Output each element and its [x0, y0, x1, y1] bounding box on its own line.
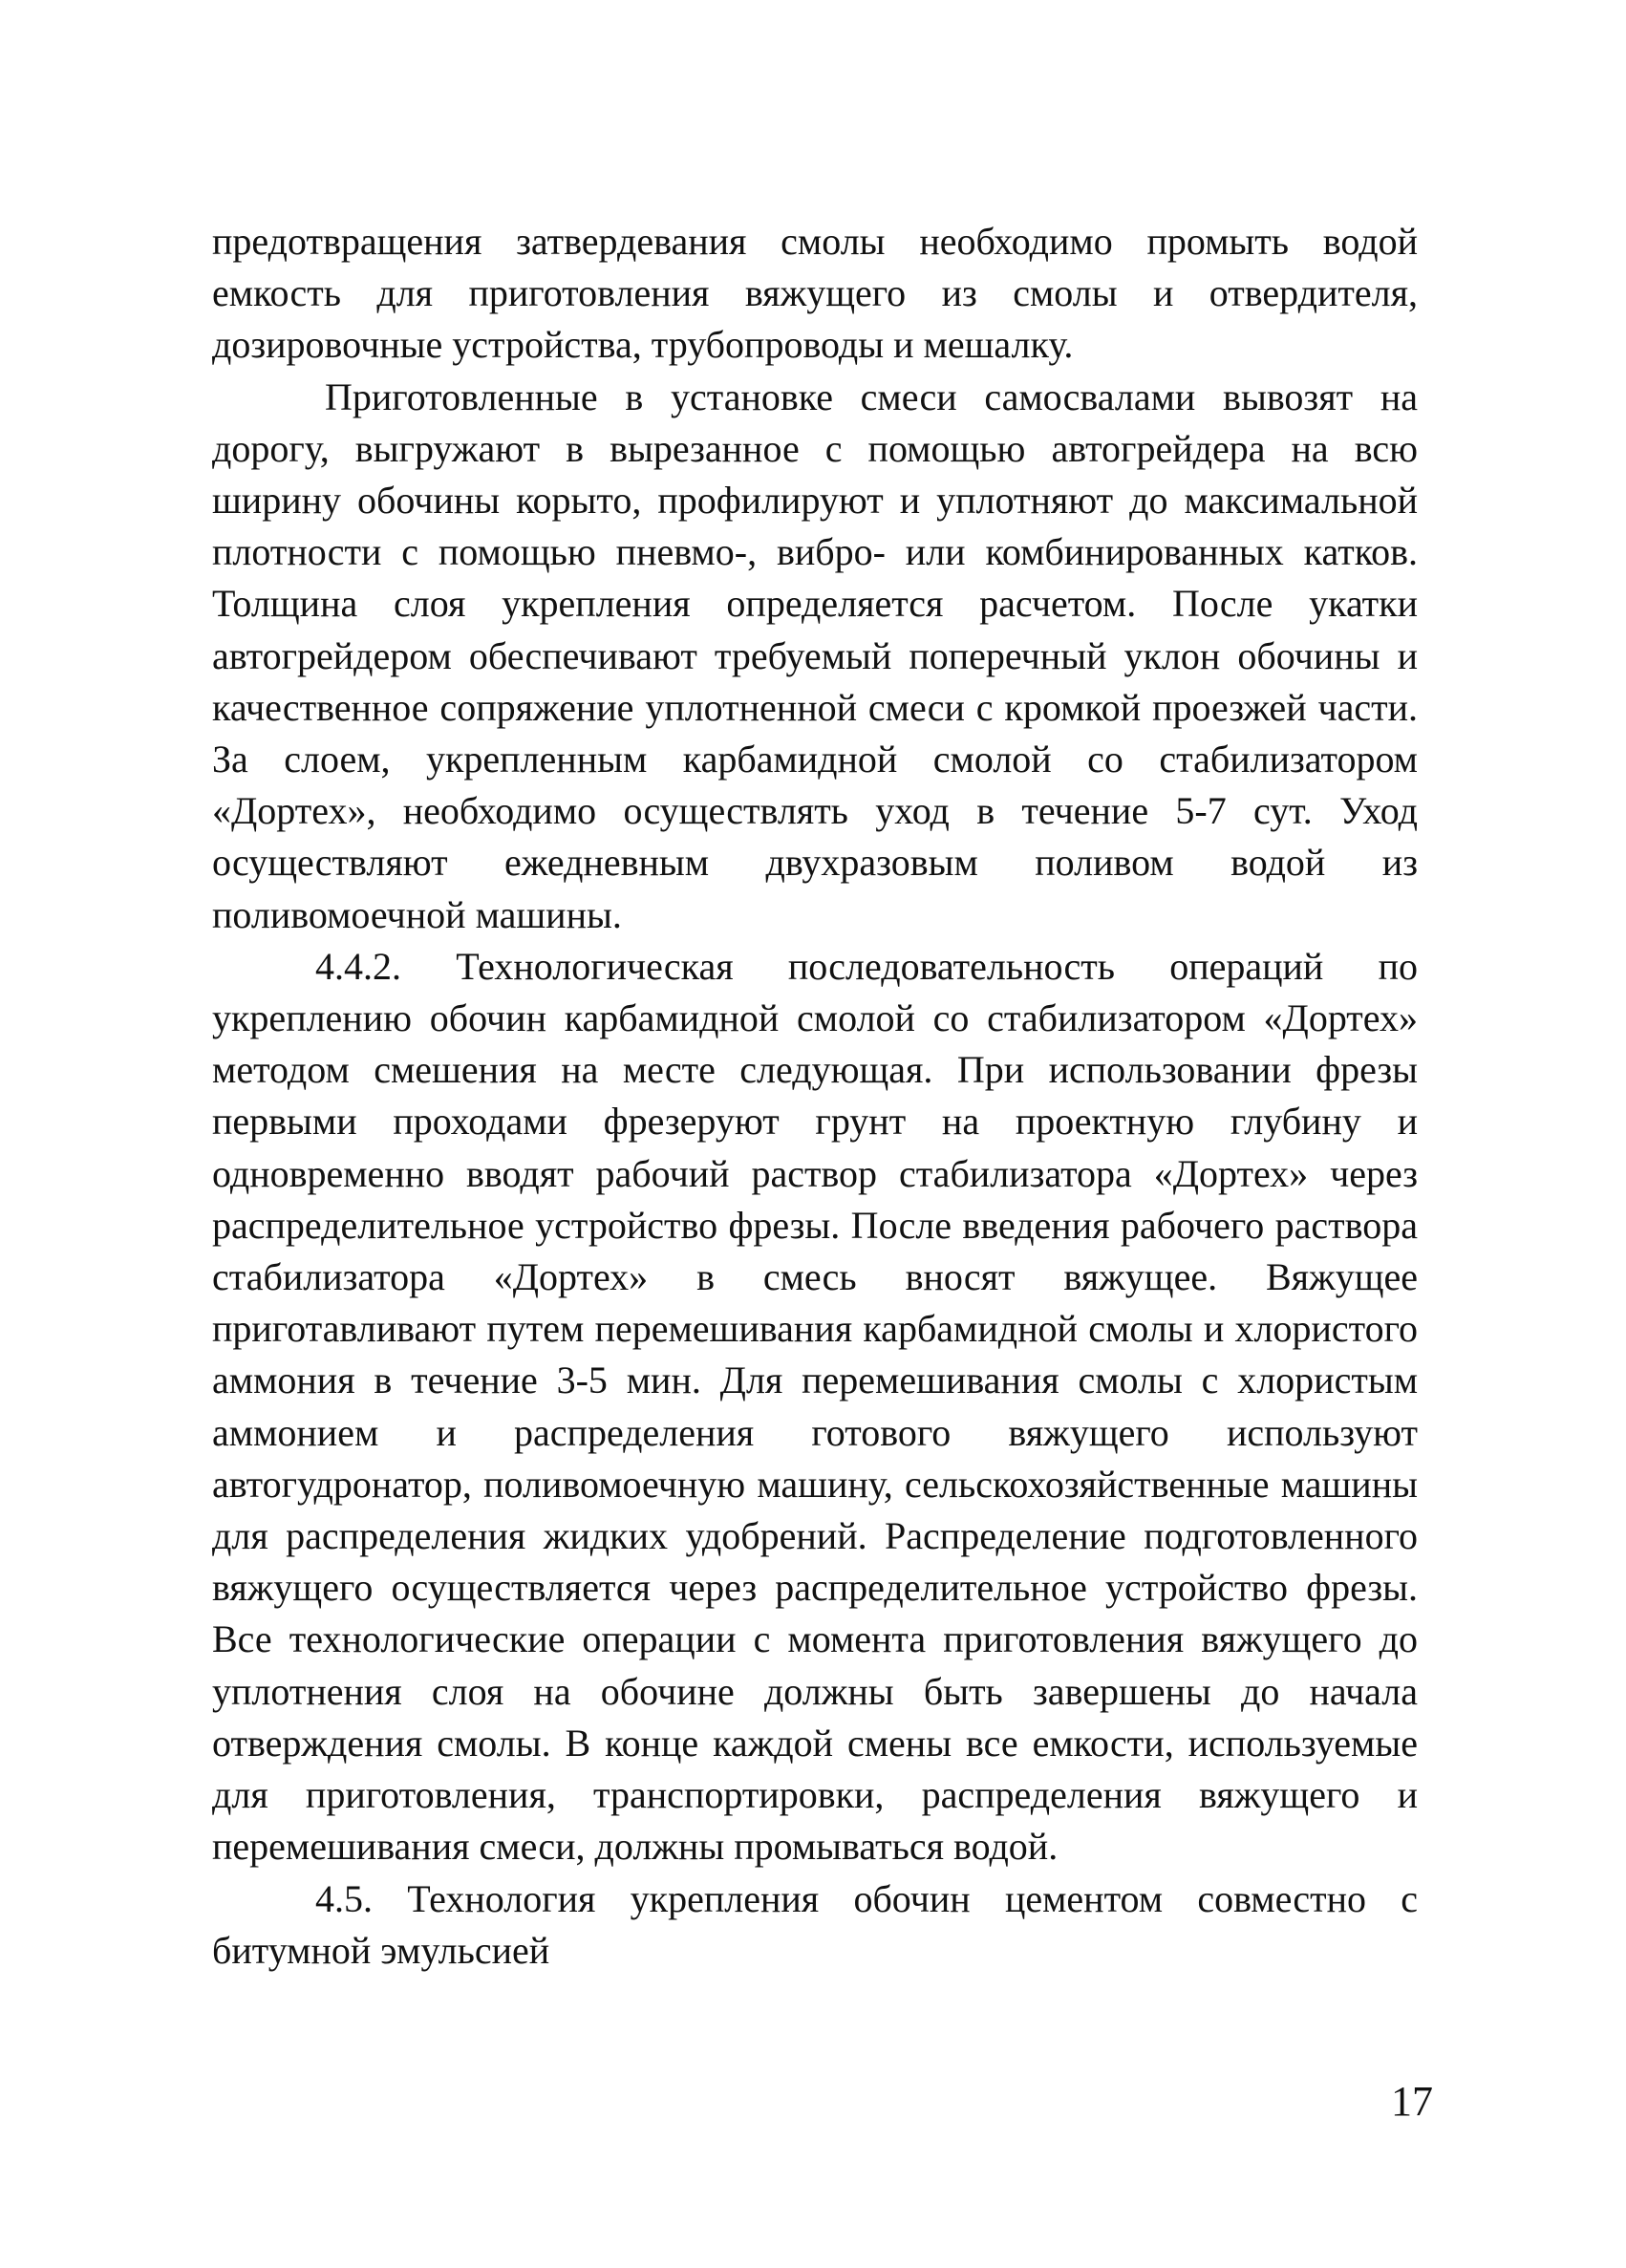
- paragraph-section-4-4-2: 4.4.2. Технологическая последовательность операций по укреплению обочин карбамидной смолой со стабилизатором «Дортех» методом смешения на месте следующая. При использовании фрезы первыми проходами фрезеруют грунт на проектную глубину и одновременно вводят рабочий раствор стабилизатора «Дортех» через распределительное устройство фрезы. После введения рабочего раствора стабилизатора «Дортех» в смесь вносят вяжущее. Вяжущее приготавливают путем перемешивания карбамидной смолы и хлористого аммония в течение 3-5 мин. Для перемешивания смолы с хлористым аммонием и распределения готового вяжущего используют автогудронатор, поливомоечную машину, сельскохозяйственные машины для распределения жидких удобрений. Распределение подготовленного вяжущего осуществляется через распределительное устройство фрезы. Все технологические операции с момента приготовления вяжущего до уплотнения слоя на обочине должны быть завершены до начала отверждения смолы. В конце каждой смены все емкости, используемые для приготовления, транспортировки, распределения вяжущего и перемешивания смеси, должны промываться водой.: [212, 944, 1418, 1869]
- page-number: 17: [1391, 2078, 1433, 2125]
- heading-section-4-5: 4.5. Технология укрепления обочин цементом совместно с битумной эмульсией: [212, 1876, 1418, 1972]
- paragraph-mixture-delivery: Приготовленные в установке смеси самосвалами вывозят на дорогу, выгружают в вырезанное с помощью автогрейдера на всю ширину обочины корыто, профилируют и уплотняют до максимальной плотности с помощью пневмо-, вибро- или комбинированных катков. Толщина слоя укрепления определяется расчетом. После укатки автогрейдером обеспечивают требуемый поперечный уклон обочины и качественное сопряжение уплотненной смеси с кромкой проезжей части. За слоем, укрепленным карбамидной смолой со стабилизатором «Дортех», необходимо осуществлять уход в течение 5-7 сут. Уход осуществляют ежедневным двухразовым поливом водой из поливомоечной машины.: [212, 374, 1418, 936]
- body-text: [212, 216, 1418, 1977]
- paragraph-continuation: предотвращения затвердевания смолы необходимо промыть водой емкость для приготовления вяжущего из смолы и отвердителя, дозировочные устройства, трубопроводы и мешалку.: [212, 220, 1418, 367]
